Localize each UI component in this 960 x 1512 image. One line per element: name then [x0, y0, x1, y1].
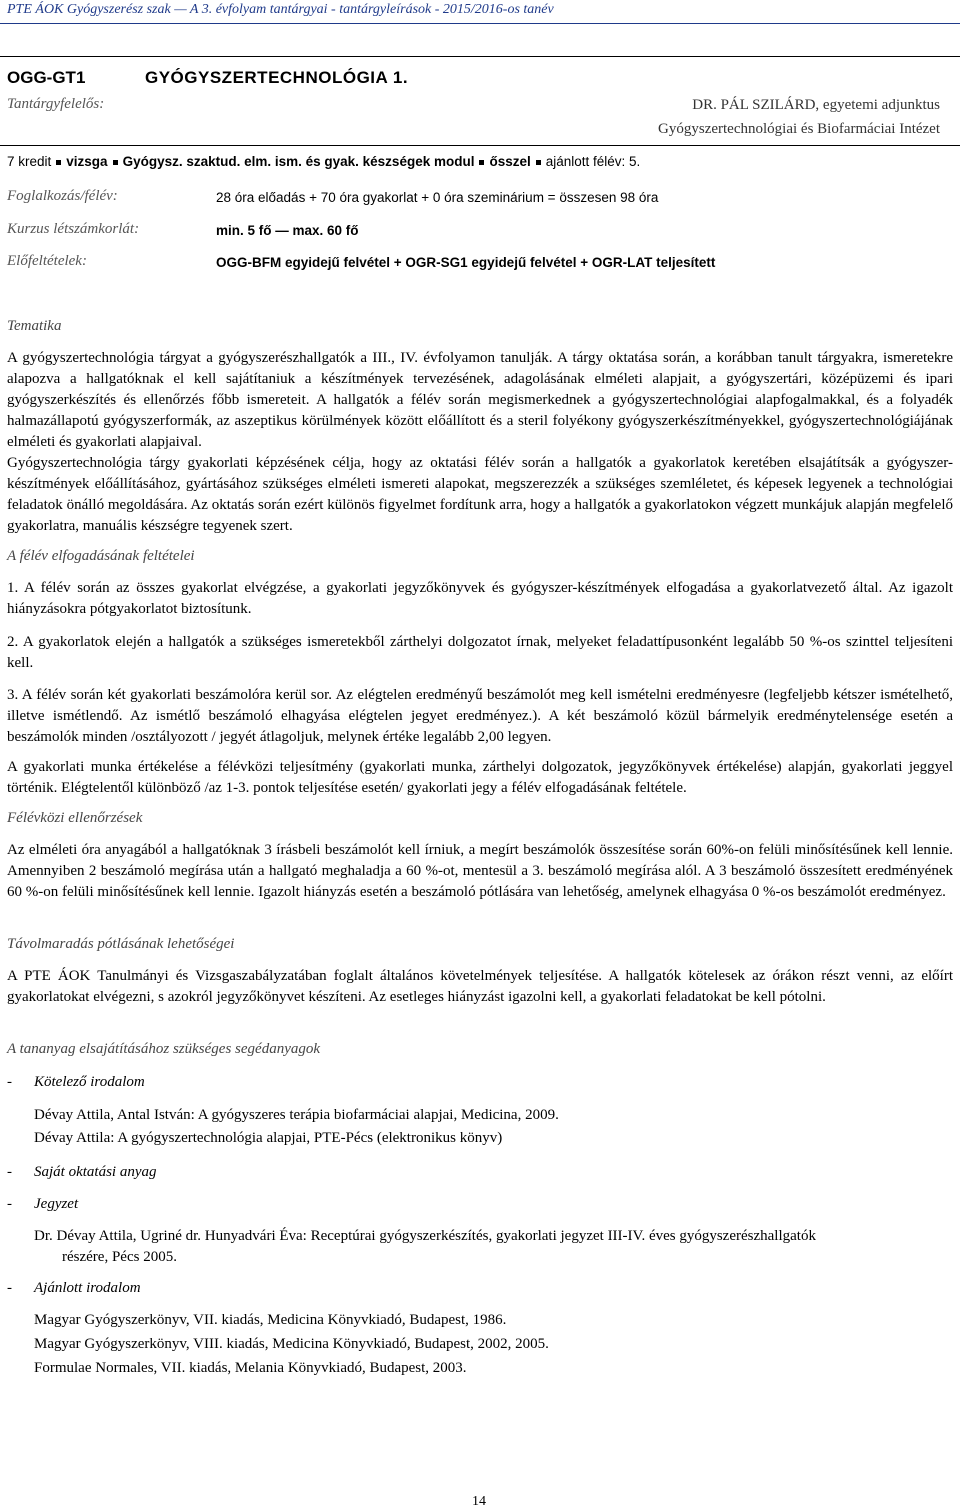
prereq-value: OGG-BFM egyidejű felvétel + OGR-SG1 egyidejű felvétel + OGR-LAT teljesített	[216, 255, 716, 270]
limit-label: Kurzus létszámkorlát:	[7, 221, 140, 237]
recommended-item: Formulae Normales, VII. kiadás, Melania Könyvkiadó, Budapest, 2003.	[34, 1360, 467, 1376]
mandatory-item: Dévay Attila: A gyógyszertechnológia alapjai, PTE-Pécs (elektronikus könyv)	[34, 1130, 503, 1146]
list-dash: -	[7, 1196, 12, 1212]
acceptance-item-3: 3. A félév során két gyakorlati beszámolóra kerül sor. Az elégtelen eredményű beszámolót meg kell ismételni eredményesre (legfeljebb kétszer ismételhető, illetve ismétlendő. Az ismétlő beszámoló elhagyása elégtelen jegyet eredményez.). A két beszámoló közül bármelyik eredménytelensége esetén a beszámolók minden /osztályozott / jegyét átlagoljuk, melynek értéke legalább 2,00 legyen.	[7, 687, 953, 745]
notes-item: Dr. Dévay Attila, Ugriné dr. Hunyadvári Éva: Receptúrai gyógyszerkészítés, gyakorlati jegyzet III-IV. éves gyógyszerészhallgatók	[34, 1228, 816, 1244]
own-material-label: Saját oktatási anyag	[34, 1164, 157, 1180]
season: ősszel	[489, 154, 531, 169]
course-heading	[7, 68, 408, 88]
credits: 7 kredit	[7, 154, 52, 169]
course-code: OGG-GT1	[7, 68, 86, 87]
responsible-institute: Gyógyszertechnológiai és Biofarmáciai Intézet	[658, 121, 940, 137]
page-number: 14	[472, 1494, 486, 1509]
responsible-name: DR. PÁL SZILÁRD, egyetemi adjunktus	[692, 97, 940, 113]
prereq-label: Előfeltételek:	[7, 253, 87, 269]
course-meta	[7, 154, 640, 170]
module: Gyógysz. szaktud. elm. ism. és gyak. készségek modul	[122, 154, 475, 169]
mandatory-label: Kötelező irodalom	[34, 1074, 145, 1090]
recommended-item: Magyar Gyógyszerkönyv, VIII. kiadás, Medicina Könyvkiadó, Budapest, 2002, 2005.	[34, 1336, 549, 1352]
running-header: PTE ÁOK Gyógyszerész szak — A 3. évfolyam tantárgyai - tantárgyleírások - 2015/2016-os tanév	[7, 2, 554, 17]
materials-title: A tananyag elsajátításához szükséges segédanyagok	[7, 1041, 321, 1057]
bullet-square-icon	[536, 160, 541, 165]
mandatory-item: Dévay Attila, Antal István: A gyógyszeres terápia biofarmáciai alapjai, Medicina, 2009.	[34, 1107, 559, 1123]
acceptance-title: A félév elfogadásának feltételei	[7, 548, 195, 564]
responsible-label: Tantárgyfelelős:	[7, 96, 105, 112]
frame-rule-mid	[0, 145, 960, 146]
hours-value: 28 óra előadás + 70 óra gyakorlat + 0 óra szeminárium = összesen 98 óra	[216, 190, 659, 205]
acceptance-item-2: 2. A gyakorlatok elején a hallgatók a szükséges ismeretekből zárthelyi dolgozatot írnak, melyeket feladattípusonként legalább 50 %-os szinttel teljesíteni kell.	[7, 634, 953, 671]
exam-type: vizsga	[66, 154, 108, 169]
course-title: GYÓGYSZERTECHNOLÓGIA 1.	[145, 68, 409, 87]
list-dash: -	[7, 1280, 12, 1296]
list-dash: -	[7, 1074, 12, 1090]
absence-paragraph: A PTE ÁOK Tanulmányi és Vizsgaszabályzatában foglalt általános követelmények teljesítése. A hallgatók kötelesek az órákon részt venni, az előírt gyakorlatokat elvégezni, s azokról jegyzőkönyvet készíteni. Az esetleges hiányzást igazolni kell, a gyakorlati feladatokat be kell pótolni.	[7, 968, 953, 1005]
tematika-title: Tematika	[7, 318, 62, 334]
notes-label: Jegyzet	[34, 1196, 79, 1212]
absence-title: Távolmaradás pótlásának lehetőségei	[7, 936, 235, 952]
header-rule	[0, 23, 960, 24]
hours-label: Foglalkozás/félév:	[7, 188, 118, 204]
acceptance-evaluation: A gyakorlati munka értékelése a félévközi teljesítmény (gyakorlati munka, zárthelyi dolgozatok, jegyzőkönyvek értékelése) alapján, gyakorlati jeggyel történik. Elégtelentől különböző /az 1-3. pontok teljesítése esetén/ gyakorlati jegy a félév elfogadásának feltétele.	[7, 759, 953, 796]
notes-item-cont: részére, Pécs 2005.	[62, 1249, 177, 1265]
list-dash: -	[7, 1164, 12, 1180]
recommended-label: Ajánlott irodalom	[34, 1280, 141, 1296]
midterm-paragraph: Az elméleti óra anyagából a hallgatóknak 3 írásbeli beszámolót kell írniuk, a megírt beszámolók összesítése során 60%-on felüli minősítésűnek kell lennie. Amennyiben 2 beszámoló megírása után a hallgató meghaladja a 60 %-ot, mentesül a 3. beszámoló megírása alól. A 3 beszámoló összesített eredményének 60 %-on felüli minősítésűnek kell lennie. Igazolt hiányzás esetén a beszámoló pótlására van lehetőség, amelynek elhagyása 0 %-os beszámolót eredményez.	[7, 842, 953, 900]
tematika-paragraph-2: Gyógyszertechnológia tárgy gyakorlati képzésének célja, hogy az oktatási félév során a hallgatók a gyakorlatok keretében elsajátítsák a gyógyszer-készítmények előállításához, gyártásához szükséges elméleti ismereti alapokat, megszerezzék a szükséges szemléletet, és képesek legyenek a technológiai feladatok önálló megoldására. Az oktatás során ezért különös figyelmet fordítunk arra, hogy a hallgatók a gyakorlatokon végzett munkájuk alapján megfelelő gyakorlatra, manuális készségre tegyenek szert.	[7, 455, 953, 534]
bullet-square-icon	[56, 160, 61, 165]
frame-rule-top	[0, 56, 960, 57]
recommended-item: Magyar Gyógyszerkönyv, VII. kiadás, Medicina Könyvkiadó, Budapest, 1986.	[34, 1312, 507, 1328]
midterm-title: Félévközi ellenőrzések	[7, 810, 143, 826]
recommended-semester: ajánlott félév: 5.	[545, 154, 641, 169]
tematika-paragraph-1: A gyógyszertechnológia tárgyat a gyógyszerészhallgatók a III., IV. évfolyamon tanulják. A tárgy oktatása során, a korábban tanult tárgyakra, ismeretekre alapozva a hallgatóknak el kell sajátítaniuk a készítmények tervezésének, adagolásának elméleti alapjait, a gyógyszertári, középüzemi és ipari gyógyszerkészítés és ellenőrzés főbb ismereteit. A hallgatók a félév során megismerkednek a gyógyszertechnológiai alapfogalmakkal, és a folyadék halmazállapotú gyógyszerformák, az aszeptikus körülmények között előállított és a steril folyékony gyógyszerkészítményekkel, gyógyszertechnológiájának elméleti és gyakorlati alapjaival.	[7, 350, 953, 450]
bullet-square-icon	[113, 160, 118, 165]
bullet-square-icon	[479, 160, 484, 165]
acceptance-item-1: 1. A félév során az összes gyakorlat elvégzése, a gyakorlati jegyzőkönyvek és gyógyszer-készítmények elfogadása a gyakorlatvezető által. Az igazolt hiányzásokra pótgyakorlatot biztosítunk.	[7, 580, 953, 617]
limit-value: min. 5 fő — max. 60 fő	[216, 223, 359, 238]
